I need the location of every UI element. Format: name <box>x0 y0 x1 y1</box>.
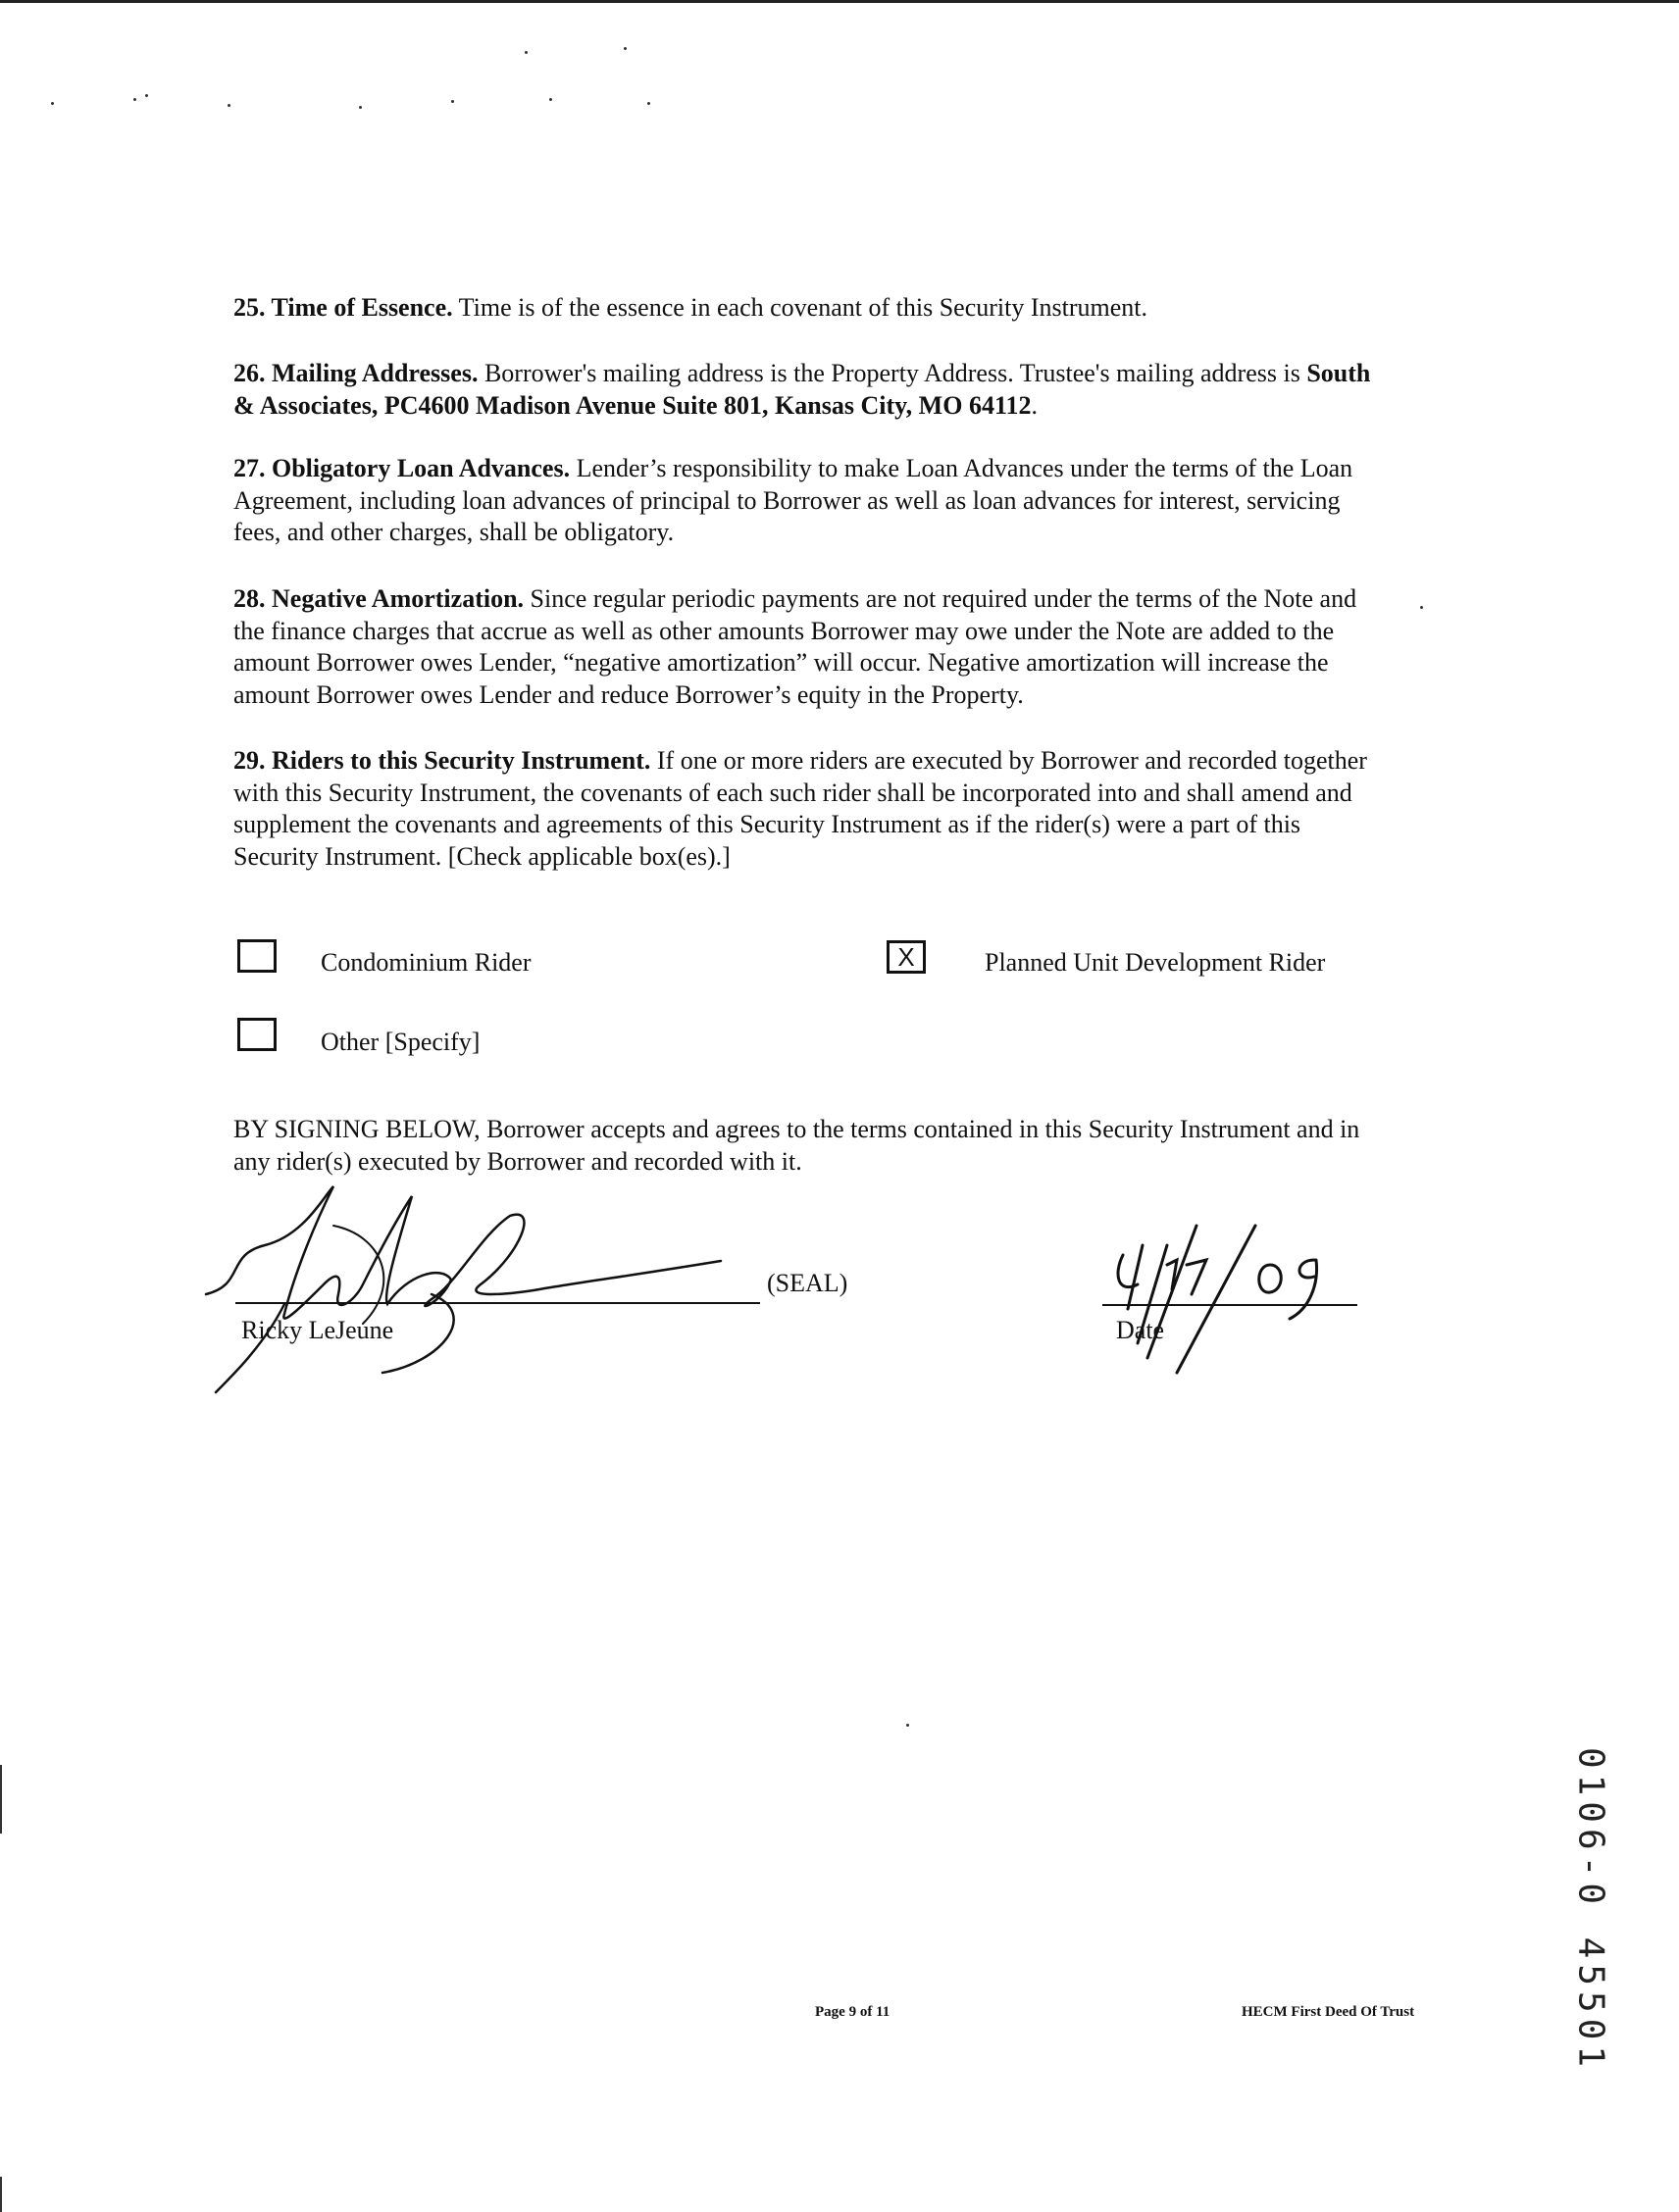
trustee-address: South & Associates, PC4600 Madison Avenue Suite 801, Kansas City, MO 64112 <box>233 359 1371 420</box>
section-28 <box>233 583 1391 711</box>
scan-left-mark <box>0 2177 2 2212</box>
scan-speck <box>906 1724 909 1727</box>
date-label: Date <box>1116 1316 1165 1344</box>
section-26-end: . <box>1031 390 1039 420</box>
pud-rider-checkbox[interactable]: X <box>887 940 926 974</box>
section-26-heading: 26. Mailing Addresses. <box>233 359 479 387</box>
section-26 <box>233 358 1391 422</box>
borrower-name: Ricky LeJeune <box>241 1316 394 1344</box>
section-29 <box>233 745 1391 873</box>
scan-speck <box>525 51 528 54</box>
signing-statement: BY SIGNING BELOW, Borrower accepts and agrees to the terms contained in this Security Instrument and in any rider(s) executed by Borrower and recorded with it. <box>233 1115 1360 1176</box>
scan-left-mark <box>0 1765 2 1834</box>
section-27-text: Lender’s responsibility to make Loan Advances under the terms of the Loan Agreement, including loan advances of principal to Borrower as well as loan advances for interest, servicing fees, and other charges, shall be obligatory. <box>233 454 1353 546</box>
scan-speck <box>647 102 650 105</box>
side-recording-stamp-text: 0106-0 45501 <box>1570 1746 1611 2074</box>
other-rider-checkbox[interactable] <box>237 1018 277 1051</box>
scan-speck <box>359 106 362 109</box>
pud-rider-label: Planned Unit Development Rider <box>985 948 1326 977</box>
section-28-text: Since regular periodic payments are not required under the terms of the Note and the finance charges that accrue as well as other amounts Borrower may owe under the Note are added to the amount Borrower owes Lender, “negative amortization” will occur. Negative amortization will increase the amount Borrower owes Lender and reduce Borrower’s equity in the Property. <box>233 584 1357 709</box>
document-title-footer: HECM First Deed Of Trust <box>1242 2004 1415 2020</box>
scan-speck <box>228 104 230 107</box>
side-recording-stamp <box>1561 1746 1620 2074</box>
section-27-heading: 27. Obligatory Loan Advances. <box>233 454 571 482</box>
scan-speck <box>451 100 454 103</box>
page-number: Page 9 of 11 <box>815 2004 890 2020</box>
scan-speck <box>624 47 627 50</box>
section-27 <box>233 453 1391 549</box>
condominium-rider-checkbox[interactable] <box>237 939 277 973</box>
other-rider-label: Other [Specify] <box>321 1028 481 1056</box>
borrower-signature <box>186 1167 736 1402</box>
section-28-heading: 28. Negative Amortization. <box>233 584 525 613</box>
section-25 <box>233 292 1391 325</box>
section-26-text: Borrower's mailing address is the Property Address. Trustee's mailing address is <box>478 359 1307 387</box>
section-25-heading: 25. Time of Essence. <box>233 293 453 322</box>
section-25-text: Time is of the essence in each covenant of this Security Instrument. <box>452 293 1147 322</box>
scan-top-edge <box>0 0 1679 3</box>
scan-speck <box>133 98 136 101</box>
scan-speck <box>1420 606 1423 609</box>
seal-label: (SEAL) <box>767 1269 848 1297</box>
scan-speck <box>145 94 148 97</box>
handwritten-date <box>1098 1216 1353 1373</box>
section-29-text: If one or more riders are executed by Borrower and recorded together with this Security Instrument, the covenants of each such rider shall be incorporated into and shall amend and supplement the covenants and agreements of this Security Instrument as if the rider(s) were a part of this Security Instrument. [Check applicable box(es).] <box>233 746 1367 871</box>
scan-speck <box>549 98 552 101</box>
condominium-rider-label: Condominium Rider <box>321 948 532 977</box>
scan-speck <box>51 102 54 105</box>
section-29-heading: 29. Riders to this Security Instrument. <box>233 746 651 775</box>
date-line <box>1102 1304 1357 1306</box>
borrower-signature-line <box>235 1302 760 1304</box>
